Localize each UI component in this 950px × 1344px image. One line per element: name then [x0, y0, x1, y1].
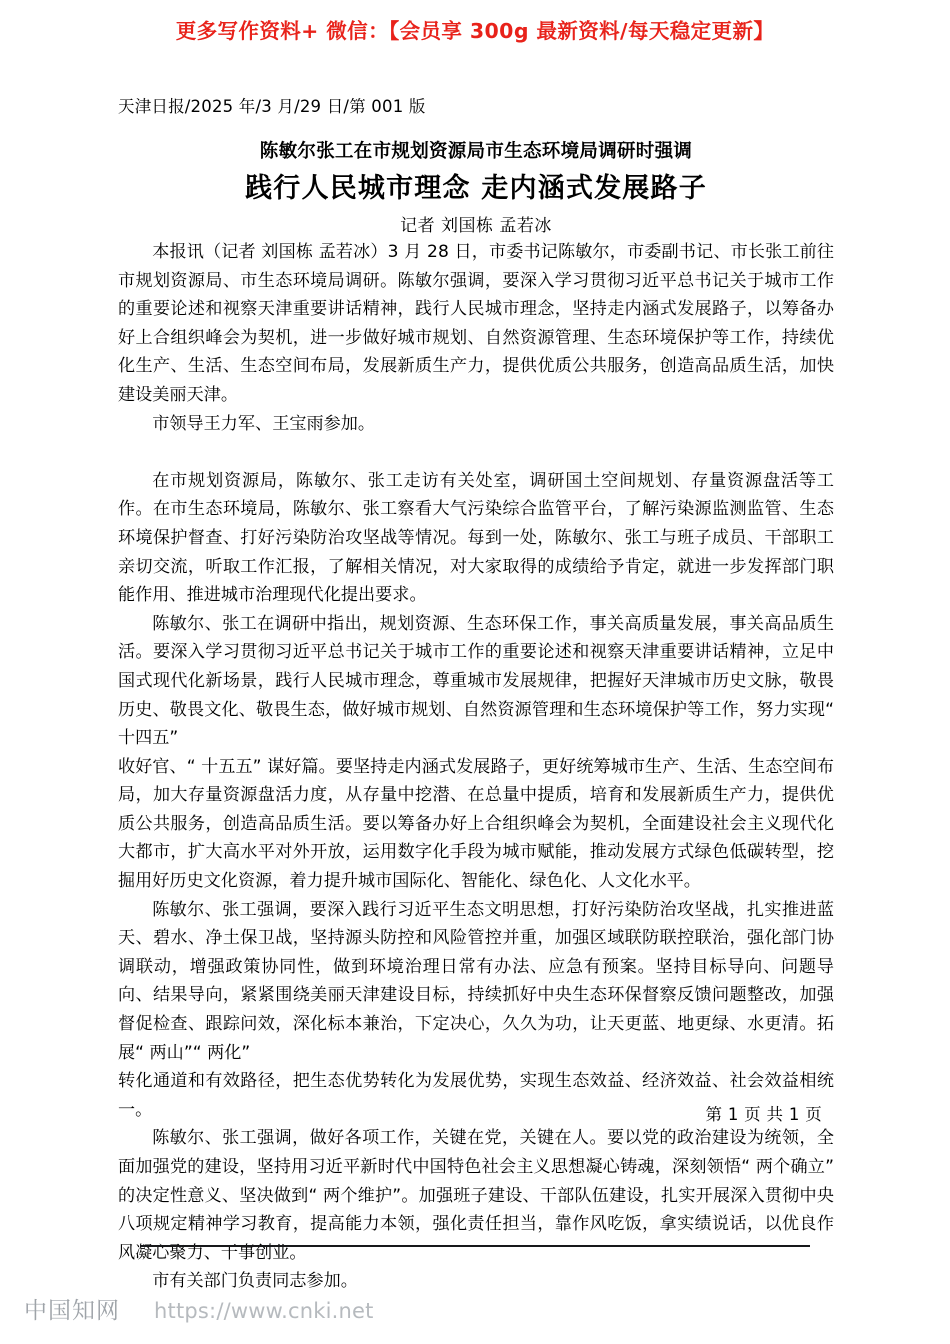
masthead-line: 天津日报/2025 年/3 月/29 日/第 001 版 [118, 97, 426, 116]
page-counter: 第 1 页 共 1 页 [705, 1105, 822, 1124]
article-paragraph: 市有关部门负责同志参加。 [152, 1271, 358, 1292]
article-paragraph: 在市规划资源局，陈敏尔、张工走访有关处室，调研国土空间规划、存量资源盘活等工作。在市生态环境局，陈敏尔、张工察看大气污染综合监管平台，了解污染源监测监管、生态环境保护督查、打好污染防治攻坚战等情况。每到一处，陈敏尔、张工与班子成员、干部职工亲切交流，听取工作汇报，了解相关情况，对大家取得的成绩给予肯定，就进一步发挥部门职能作用、推进城市治理现代化提出要求。 [118, 470, 834, 606]
footer-divider [140, 1245, 810, 1247]
cnki-url-label: https://www.cnki.net [154, 1299, 374, 1323]
article-paragraph: 陈敏尔、张工在调研中指出，规划资源、生态环保工作，事关高质量发展，事关高品质生活。要深入学习贯彻习近平总书记关于城市工作的重要论述和视察天津重要讲话精神，立足中国式现代化新场景，践行人民城市理念，尊重城市发展规律，把握好天津城市历史文脉，敬畏历史、敬畏文化、敬畏生态，做好城市规划、自然资源管理和生态环境保护等工作，努力实现“ 十四五” [118, 613, 834, 749]
promo-banner: 更多写作资料+ 微信：【会员享 300g 最新资料/每天稳定更新】 [175, 19, 775, 43]
article-paragraph: 市领导王力军、王宝雨参加。 [152, 413, 376, 434]
shoulder-headline: 陈敏尔张工在市规划资源局市生态环境局调研时强调 [259, 141, 693, 162]
cnki-brand-label: 中国知网 [24, 1298, 120, 1324]
article-paragraph: 本报讯（记者 刘国栋 孟若冰）3 月 28 日，市委书记陈敏尔，市委副书记、市长张工前往市规划资源局、市生态环境局调研。陈敏尔强调，要深入学习贯彻习近平总书记关于城市工作的重要论述和视察天津重要讲话精神，践行人民城市理念，坚持走内涵式发展路子，以筹备办好上合组织峰会为契机，进一步做好城市规划、自然资源管理、生态环境保护等工作，持续优化生产、生活、生态空间布局，发展新质生产力，提供优质公共服务，创造高品质生活，加快建设美丽天津。 [118, 242, 834, 405]
article-paragraph: 陈敏尔、张工强调，要深入践行习近平生态文明思想，打好污染防治攻坚战，扎实推进蓝天、碧水、净土保卫战，坚持源头防控和风险管控并重，加强区域联防联控联治，强化部门协调联动，增强政策协同性，做到环境治理日常有办法、应急有预案。坚持目标导向、问题导向、结果导向，紧紧围绕美丽天津建设目标，持续抓好中央生态环保督察反馈问题整改，加强督促检查、跟踪问效，深化标本兼治，下定决心，久久为功，让天更蓝、地更绿、水更清。拓展“ 两山”“ 两化” [118, 899, 834, 1063]
main-headline: 践行人民城市理念 走内涵式发展路子 [245, 172, 707, 204]
article-paragraph: 收好官、“ 十五五” 谋好篇。要坚持走内涵式发展路子，更好统筹城市生产、生活、生态空间布局，加大存量资源盘活力度，从存量中挖潜、在总量中提质，培育和发展新质生产力，提供优质公共服务，创造高品质生活。要以筹备办好上合组织峰会为契机，全面建设社会主义现代化大都市，扩大高水平对外开放，运用数字化手段为城市赋能，推动发展方式绿色低碳转型，挖掘用好历史文化资源，着力提升城市国际化、智能化、绿色化、人文化水平。 [118, 756, 834, 892]
article-body [118, 238, 834, 1296]
article-paragraph: 陈敏尔、张工强调，做好各项工作，关键在党，关键在人。要以党的政治建设为统领，全面加强党的建设，坚持用习近平新时代中国特色社会主义思想凝心铸魂，深刻领悟“ 两个确立” 的决定性意义、坚决做到“ 两个维护”。加强班子建设、干部队伍建设，扎实开展深入贯彻中央八项规定精神学习教育，提高能力本领，强化责任担当，靠作风吃饭，拿实绩说话，以优良作风凝心聚力、干事创业。 [118, 1128, 834, 1263]
byline: 记者 刘国栋 孟若冰 [400, 215, 552, 236]
article-paragraph: 转化通道和有效路径，把生态优势转化为发展优势，实现生态效益、经济效益、社会效益相统一。 [118, 1071, 834, 1120]
cnki-footer [24, 1292, 374, 1325]
headline-block [118, 138, 834, 240]
